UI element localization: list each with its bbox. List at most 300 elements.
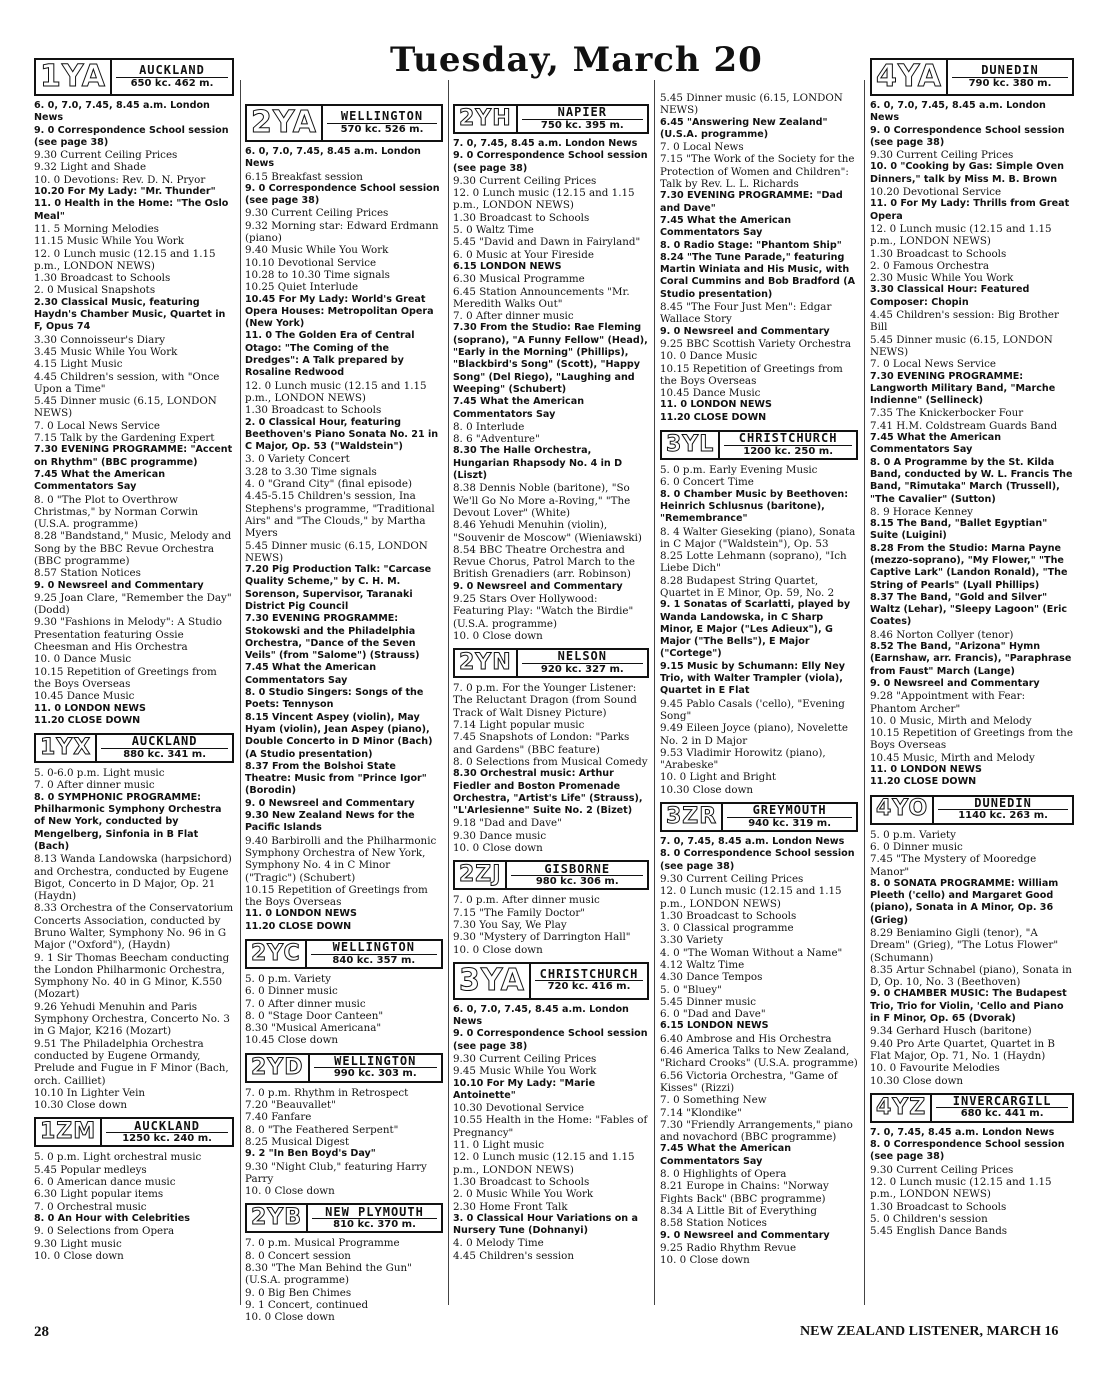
programme-entry: 7.45 What the American Commentators Say <box>34 468 166 493</box>
programme-entry: 10. 0 Music, Mirth and Melody <box>870 714 1032 727</box>
programme-entry: 3. 0 Classical Hour Variations on a Nursery Tune (Dohnanyi) <box>453 1212 638 1237</box>
programme-entry: 8.45 "The Four Just Men": Edgar Wallace Story <box>660 301 832 326</box>
station-logo <box>660 802 858 832</box>
programme-entry: 1.30 Broadcast to Schools <box>870 247 1007 260</box>
programme-entry: 2. 0 Musical Snapshots <box>34 284 156 297</box>
station-call-sign: 4YZ <box>872 1095 932 1121</box>
programme-entry: 10.15 Repetition of Greetings from the Boys Overseas <box>660 362 843 387</box>
programme-entry: 8. 0 SYMPHONIC PROGRAMME: Philharmonic Symphony Orchestra of New York, conducted by Mengelberg, Sinfonia in B Flat (Bach) <box>34 791 222 852</box>
station-city: AUCKLAND <box>116 64 228 77</box>
schedule-column-2 <box>245 98 443 1324</box>
programme-entry: 9.45 Pablo Casals ('cello), "Evening Song" <box>660 697 845 722</box>
programme-entry: 9. 0 Correspondence School session (see page 38) <box>34 124 229 148</box>
programme-entry: 11.20 CLOSE DOWN <box>870 776 977 788</box>
programme-entry: 2.30 Classical Music, featuring Haydn's Chamber Music, Quartet in F, Opus 74 <box>34 296 226 333</box>
programme-entry: 8. 0 Highlights of Opera <box>660 1168 787 1181</box>
programme-entry: 8.37 The Band, "Gold and Silver" Waltz (Lehar), "Sleepy Lagoon" (Eric Coates) <box>870 591 1068 628</box>
programme-entry: 9.25 Radio Rhythm Revue <box>660 1241 797 1254</box>
programme-entry: 7.15 Talk by the Gardening Expert <box>34 432 215 445</box>
station-city: CHRISTCHURCH <box>724 432 852 445</box>
programme-entry: 8. 0 Selections from Musical Comedy <box>453 755 648 768</box>
schedule-column-4 <box>660 92 858 1266</box>
programme-entry: 7. 0 Local News Service <box>34 419 160 432</box>
programme-entry: 10.30 Devotional Service <box>453 1102 585 1115</box>
station-city: GREYMOUTH <box>727 804 852 817</box>
programme-entry: 10. 0 Close down <box>453 842 543 855</box>
programme-entry: 9.30 Dance music <box>453 829 547 842</box>
programme-entry: 9. 0 Correspondence School session (see page 38) <box>870 124 1065 148</box>
programme-entry: 9. 0 Correspondence School session (see page 38) <box>453 150 648 174</box>
programme-entry: 7.30 EVENING PROGRAMME: "Dad and Dave" <box>660 190 843 214</box>
programme-entry: 9.30 Current Ceiling Prices <box>245 207 389 220</box>
programme-entry: 6.45 "Answering New Zealand" (U.S.A. programme) <box>660 116 828 140</box>
station-frequency: 810 kc. 370 m. <box>333 1218 416 1230</box>
programme-entry: 10.45 Dance Music <box>660 387 761 400</box>
programme-entry: 8.15 The Band, "Ballet Egyptian" Suite (Luigini) <box>870 518 1048 542</box>
programme-entry: 8. 0 Correspondence School session (see page 38) <box>660 848 855 872</box>
programme-entry: 4. 0 "The Woman Without a Name" <box>660 946 843 959</box>
programme-entry: 9.18 "Dad and Dave" <box>453 817 562 830</box>
programme-entry: 10. 0 Close down <box>660 1254 750 1267</box>
programme-entry: 11. 0 Light music <box>453 1139 544 1152</box>
programme-entry: 7. 0 Local News <box>660 141 744 154</box>
programme-entry: 7.45 "The Mystery of Mooredge Manor" <box>870 853 1037 878</box>
station-frequency: 980 kc. 306 m. <box>535 875 619 887</box>
programme-entry: 5.45 "David and Dawn in Fairyland" <box>453 236 641 249</box>
programme-entry: 10.30 Close down <box>870 1074 964 1087</box>
station-call-sign: 1YA <box>36 60 112 94</box>
programme-entry: 8.15 Vincent Aspey (violin), May Hyam (violin), Jean Aspey (piano), Double Concerto in D Minor (Bach) (A Studio presentation) <box>245 711 433 760</box>
programme-entry: 9.28 "Appointment with Fear: Phantom Archer" <box>870 690 1026 715</box>
programme-entry: 11.15 Music While You Work <box>34 235 184 248</box>
programme-entry: 11. 0 LONDON NEWS <box>245 908 357 920</box>
programme-entry: 8.54 BBC Theatre Orchestra and Revue Chorus, Patrol March to the British Grenadiers (arr. Robinson) <box>453 543 635 581</box>
programme-entry: 5. 0 p.m. Variety <box>245 973 331 985</box>
station-logo <box>245 939 443 969</box>
programme-entry: 7. 0 p.m. After dinner music <box>453 894 600 907</box>
programme-entry: 4. 0 "Grand City" (final episode) <box>245 478 412 491</box>
programme-entry: 7. 0 Orchestral music <box>34 1200 147 1213</box>
station-call-sign: 1ZM <box>36 1119 102 1145</box>
station-call-sign: 2YB <box>247 1205 308 1231</box>
programme-entry: 8. 0 Radio Stage: "Phantom Ship" <box>660 239 842 251</box>
station-call-sign: 2ZJ <box>455 862 507 888</box>
programme-entry: 9. 0 Newsreel and Commentary <box>453 580 623 592</box>
programme-entry: 7.45 What the American Commentators Say <box>245 662 377 686</box>
programme-entry: 4.45-5.15 Children's session, Ina Stephens's programme, "Traditional Airs" and "The Clouds," by Martha Myers <box>245 490 435 540</box>
programme-entry: 10.45 For My Lady: World's Great Opera Houses: Metropolitan Opera (New York) <box>245 293 434 330</box>
programme-entry: 10.25 Quiet Interlude <box>245 281 359 294</box>
programme-entry: 7.30 From the Studio: Rae Fleming (soprano), "A Funny Fellow" (Head), "Early in the Morning" (Phillips), "Blackbird's Song" (Scott), "Happy Song" (Del Riego), "Laughing and Weeping" (Schubert) <box>453 322 648 395</box>
column-rule <box>654 80 655 1305</box>
programme-entry: 10.30 Close down <box>34 1099 128 1112</box>
station-frequency: 680 kc. 441 m. <box>960 1108 1044 1120</box>
station-frequency: 880 kc. 341 m. <box>123 748 206 760</box>
programme-entry: 9. 0 Big Ben Chimes <box>245 1286 352 1299</box>
programme-entry: 9.25 Joan Clare, "Remember the Day" (Dodd) <box>34 591 232 617</box>
programme-entry: 8. 0 "The Feathered Serpent" <box>245 1123 399 1136</box>
programme-entry: 6.40 Ambrose and His Orchestra <box>660 1032 832 1045</box>
programme-entry: 7.30 EVENING PROGRAMME: Stokowski and the Philadelphia Orchestra, "Dance of the Seven Veils" (from "Salome") (Strauss) <box>245 613 420 662</box>
programme-entry: 8. 0 Interlude <box>453 420 525 433</box>
programme-entry: 6. 0 American dance music <box>34 1176 176 1189</box>
station-logo <box>870 795 1074 825</box>
programme-entry: 11. 0 LONDON NEWS <box>870 764 982 776</box>
programme-entry: 6.45 Station Announcements "Mr. Meredith Walks Out" <box>453 285 630 310</box>
programme-entry: 8.37 From the Bolshoi State Theatre: Music from "Prince Igor" (Borodin) <box>245 760 427 797</box>
programme-entry: 4.30 Dance Tempos <box>660 971 763 984</box>
programme-entry: 4.45 Children's session: Big Brother Bill <box>870 309 1059 334</box>
programme-entry: 8.28 Budapest String Quartet, Quartet in E Minor, Op. 59, No. 2 <box>660 574 835 599</box>
station-logo <box>245 104 443 142</box>
programme-entry: 8. 0 "Stage Door Canteen" <box>245 1009 384 1022</box>
programme-entry: 12. 0 Lunch music (12.15 and 1.15 p.m., LONDON NEWS) <box>453 187 635 212</box>
station-frequency: 840 kc. 357 m. <box>332 954 416 966</box>
programme-entry: 7.45 What the American Commentators Say <box>660 1143 792 1167</box>
programme-entry: 6. 0, 7.0, 7.45, 8.45 a.m. London News <box>34 100 210 124</box>
programme-entry: 9.26 Yehudi Menuhin and Paris Symphony Orchestra, Concerto No. 3 in G Major, K216 (Mozart) <box>34 1000 230 1038</box>
station-call-sign: 3ZR <box>662 804 723 830</box>
programme-entry: 3. 0 Classical programme <box>660 922 794 935</box>
publication-line: NEW ZEALAND LISTENER, MARCH 16 <box>800 1324 1059 1339</box>
station-frequency: 750 kc. 395 m. <box>540 119 624 131</box>
programme-entry: 7. 0, 7.45, 8.45 a.m. London News <box>870 1126 1055 1138</box>
programme-entry: 9.32 Light and Shade <box>34 161 147 174</box>
station-city: AUCKLAND <box>106 1120 228 1133</box>
programme-entry: 7. 0 After dinner music <box>34 779 155 792</box>
station-city: GISBORNE <box>511 863 643 876</box>
station-call-sign: 3YA <box>455 964 531 998</box>
programme-entry: 6. 0, 7.0, 7.45, 8.45 a.m. London News <box>453 1003 629 1028</box>
programme-entry: 12. 0 Lunch music (12.15 and 1.15 p.m., LONDON NEWS) <box>34 247 216 272</box>
programme-entry: 7.15 "The Family Doctor" <box>453 906 586 919</box>
programme-entry: 9. 0 Newsreel and Commentary <box>660 1229 830 1241</box>
station-logo <box>453 104 649 134</box>
programme-entry: 8. 4 Walter Gieseking (piano), Sonata in C Major ("Waldstein"), Op. 53 <box>660 525 856 550</box>
programme-entry: 8.35 Artur Schnabel (piano), Sonata in D, Op. 10, No. 3 (Beethoven) <box>870 963 1072 989</box>
programme-entry: 6. 0, 7.0, 7.45, 8.45 a.m. London News <box>870 100 1046 124</box>
programme-entry: 11. 5 Morning Melodies <box>34 222 159 235</box>
programme-entry: 6.56 Victoria Orchestra, "Game of Kisses" (Rizzi) <box>660 1069 838 1094</box>
station-frequency: 650 kc. 462 m. <box>130 77 214 89</box>
programme-entry: 3.30 Variety <box>660 934 724 947</box>
programme-entry: 9.30 Current Ceiling Prices <box>453 1053 597 1065</box>
programme-entry: 7.45 What the American Commentators Say <box>453 396 585 420</box>
programme-entry: 9.25 Stars Over Hollywood: Featuring Play: "Watch the Birdie" (U.S.A. programme) <box>453 592 634 630</box>
programme-entry: 10. 0 Close down <box>453 943 543 956</box>
station-call-sign: 2YH <box>455 106 518 132</box>
programme-entry: 6.15 LONDON NEWS <box>660 1020 769 1032</box>
programme-entry: 5. 0 p.m. Light orchestral music <box>34 1151 202 1164</box>
programme-entry: 10. 0 Close down <box>34 1249 124 1262</box>
programme-entry: 1.30 Broadcast to Schools <box>453 211 590 224</box>
programme-entry: 9.25 BBC Scottish Variety Orchestra <box>660 337 851 350</box>
programme-entry: 11.20 CLOSE DOWN <box>660 411 767 423</box>
programme-entry: 5.45 Dinner music (6.15, LONDON NEWS) <box>34 395 217 420</box>
station-city: DUNEDIN <box>938 797 1068 810</box>
programme-entry: 3.30 Connoisseur's Diary <box>34 333 166 346</box>
programme-entry: 9.32 Morning star: Edward Erdmann (piano) <box>245 219 439 245</box>
programme-entry: 7.14 "Klondike" <box>660 1106 742 1119</box>
programme-entry: 8.30 "The Man Behind the Gun" (U.S.A. programme) <box>245 1262 412 1287</box>
programme-entry: 8.46 Norton Collyer (tenor) <box>870 628 1014 641</box>
programme-entry: 7.45 Snapshots of London: "Parks and Gardens" (BBC feature) <box>453 731 630 756</box>
programme-entry: 10. 0 Dance Music <box>660 350 758 363</box>
programme-entry: 7.30 EVENING PROGRAMME: "Accent on Rhythm" (BBC programme) <box>34 444 233 468</box>
programme-entry: 5.45 Dinner music <box>660 995 757 1008</box>
programme-entry: 10.20 Devotional Service <box>870 186 1002 199</box>
programme-entry: 8.34 A Little Bit of Everything <box>660 1204 817 1217</box>
station-frequency: 720 kc. 416 m. <box>547 981 631 993</box>
programme-entry: 9.30 Current Ceiling Prices <box>34 149 178 162</box>
programme-entry: 6. 0 Concert Time <box>660 476 754 489</box>
programme-entry: 5.45 Dinner music (6.15, LONDON NEWS) <box>245 539 428 564</box>
programme-entry: 4.45 Children's session <box>453 1249 574 1262</box>
programme-entry: 2. 0 Famous Orchestra <box>870 259 989 272</box>
station-call-sign: 2YN <box>455 650 518 676</box>
station-call-sign: 2YC <box>247 941 307 967</box>
programme-entry: 3.30 Classical Hour: Featured Composer: Chopin <box>870 284 1030 308</box>
programme-entry: 9. 1 Concert, continued <box>245 1298 369 1311</box>
programme-entry: 10.28 to 10.30 Time signals <box>245 268 390 281</box>
programme-entry: 1.30 Broadcast to Schools <box>245 404 382 417</box>
programme-entry: 9.49 Eileen Joyce (piano), Novelette No. 2 in D Major <box>660 722 848 747</box>
programme-entry: 10. 0 "Cooking by Gas: Simple Oven Dinners," talk by Miss M. B. Brown <box>870 161 1064 185</box>
station-city: WELLINGTON <box>327 110 437 123</box>
programme-entry: 6. 0 Dinner music <box>245 985 338 998</box>
programme-entry: 5. 0 Children's session <box>870 1212 988 1225</box>
programme-entry: 7.30 "Friendly Arrangements," piano and novachord (BBC programme) <box>660 1118 853 1144</box>
programme-entry: 9.30 Current Ceiling Prices <box>453 174 597 187</box>
programme-entry: 7.30 You Say, We Play <box>453 918 567 931</box>
programme-entry: 8.33 Orchestra of the Conservatorium Concerts Association, conducted by Bruno Walter, Symphony No. 96 in G Major ("Oxford"), (Haydn) <box>34 902 234 952</box>
programme-entry: 11. 0 LONDON NEWS <box>660 399 772 411</box>
programme-entry: 2. 0 Classical Hour, featuring Beethoven's Piano Sonata No. 21 in C Major, Op. 53 ("Waldstein") <box>245 416 439 453</box>
programme-entry: 12. 0 Lunch music (12.15 and 1.15 p.m., LONDON NEWS) <box>660 885 842 910</box>
programme-entry: 8. 6 "Adventure" <box>453 433 540 446</box>
station-city: NELSON <box>522 650 643 663</box>
station-city: NEW PLYMOUTH <box>312 1206 437 1219</box>
station-frequency: 570 kc. 526 m. <box>340 123 424 135</box>
station-call-sign: 3YL <box>662 432 720 458</box>
programme-entry: 8. 0 An Hour with Celebrities <box>34 1212 191 1224</box>
station-logo <box>453 648 649 678</box>
programme-entry: 10.10 Devotional Service <box>245 256 377 269</box>
programme-entry: 1.30 Broadcast to Schools <box>453 1175 590 1188</box>
programme-entry: 10. 0 Close down <box>453 629 543 642</box>
programme-entry: 10.45 Dance Music <box>34 690 135 703</box>
programme-entry: 10.45 Close down <box>245 1034 339 1047</box>
station-call-sign: 4YO <box>872 797 934 823</box>
station-logo <box>34 733 234 763</box>
programme-entry: 9.53 Vladimir Horowitz (piano), "Arabeske" <box>660 746 826 772</box>
programme-entry: 9. 0 Newsreel and Commentary <box>245 797 415 809</box>
programme-entry: 4.12 Waltz Time <box>660 959 745 971</box>
programme-entry: 6.15 LONDON NEWS <box>453 260 562 272</box>
station-frequency: 790 kc. 380 m. <box>968 77 1052 89</box>
programme-entry: 7. 0 p.m. Musical Programme <box>245 1237 400 1250</box>
programme-entry: 9.30 Current Ceiling Prices <box>870 1163 1014 1176</box>
station-city: WELLINGTON <box>314 1055 438 1068</box>
programme-entry: 9.30 "Night Club," featuring Harry Parry <box>245 1160 427 1185</box>
programme-entry: 8.28 From the Studio: Marna Payne (mezzo-soprano), "My Flower," "The Captive Lark" (Landon Ronald), "The String of Pearls" (Lyall Phillips) <box>870 542 1068 591</box>
programme-entry: 8. 0 Concert session <box>245 1249 351 1262</box>
programme-entry: 7.14 Light popular music <box>453 719 585 732</box>
programme-entry: 5.45 Dinner music (6.15, LONDON NEWS) <box>870 333 1053 358</box>
programme-entry: 11.20 CLOSE DOWN <box>34 714 141 726</box>
programme-entry: 7.15 "The Work of the Society for the Protection of Women and Children": Talk by Rev. L. L. Richards <box>660 153 855 191</box>
column-rule <box>864 80 865 1305</box>
programme-entry: 8.46 Yehudi Menuhin (violin), "Souvenir de Moscow" (Wieniawski) <box>453 519 642 544</box>
station-logo <box>870 58 1074 96</box>
programme-entry: 7. 0 After dinner music <box>453 310 574 323</box>
programme-entry: 2.30 Home Front Talk <box>453 1200 568 1213</box>
station-call-sign: 2YD <box>247 1055 310 1081</box>
programme-entry: 8.25 Musical Digest <box>245 1135 350 1148</box>
programme-entry: 9.51 The Philadelphia Orchestra conducted by Eugene Ormandy, Prelude and Fugue in F Minor (Bach, orch. Cailliet) <box>34 1037 229 1087</box>
programme-entry: 3.45 Music While You Work <box>34 345 178 358</box>
programme-entry: 9. 0 Correspondence School session (see page 38) <box>453 1028 648 1052</box>
programme-entry: 4.15 Light Music <box>34 358 123 371</box>
programme-entry: 9. 0 CHAMBER MUSIC: The Budapest Trio, Trio for Violin, 'Cello and Piano in F Minor, Op. 65 (Dvorak) <box>870 988 1067 1025</box>
programme-entry: 8.57 Station Notices <box>34 567 141 580</box>
programme-entry: 5.45 Popular medleys <box>34 1163 147 1176</box>
programme-entry: 7.30 EVENING PROGRAMME: Langworth Military Band, "Marche Indienne" (Sellineck) <box>870 370 1056 407</box>
programme-entry: 10.15 Repetition of Greetings from the Boys Overseas <box>34 665 217 690</box>
programme-entry: 4.45 Children's session, with "Once Upon a Time" <box>34 370 220 395</box>
programme-entry: 12. 0 Lunch music (12.15 and 1.15 p.m., LONDON NEWS) <box>453 1151 635 1176</box>
station-call-sign: 1YX <box>36 735 97 761</box>
programme-entry: 9. 0 Newsreel and Commentary <box>870 677 1040 689</box>
programme-entry: 9.40 Pro Arte Quartet, Quartet in B Flat Major, Op. 71, No. 1 (Haydn) <box>870 1037 1055 1062</box>
programme-entry: 8. 0 Studio Singers: Songs of the Poets: Tennyson <box>245 687 424 711</box>
station-frequency: 1200 kc. 250 m. <box>743 445 833 457</box>
programme-entry: 8.13 Wanda Landowska (harpsichord) and Orchestra, conducted by Eugene Bigot, Concerto in D Major, Op. 21 (Haydn) <box>34 853 232 903</box>
programme-entry: 8. 0 "The Plot to Overthrow Christmas," by Norman Corwin (U.S.A. programme) <box>34 493 198 531</box>
programme-entry: 12. 0 Lunch music (12.15 and 1.15 p.m., LONDON NEWS) <box>245 379 427 404</box>
station-logo <box>453 962 649 1000</box>
programme-entry: 8.30 "Musical Americana" <box>245 1022 382 1035</box>
programme-entry: 9.40 Barbirolli and the Philharmonic Symphony Orchestra of New York, Symphony No. 4 in C Minor ("Tragic") (Schubert) <box>245 834 437 884</box>
station-logo <box>660 430 858 460</box>
programme-entry: 12. 0 Lunch music (12.15 and 1.15 p.m., LONDON NEWS) <box>870 1176 1052 1201</box>
programme-entry: 9.40 Music While You Work <box>245 244 389 257</box>
programme-entry: 9.30 Current Ceiling Prices <box>660 872 804 885</box>
programme-entry: 9.30 "Fashions in Melody": A Studio Presentation featuring Ossie Cheesman and His Orchestra <box>34 616 222 654</box>
programme-entry: 10.10 For My Lady: "Marie Antoinette" <box>453 1077 596 1101</box>
programme-entry: 11. 0 LONDON NEWS <box>34 702 146 714</box>
station-logo <box>245 1053 443 1083</box>
programme-entry: 8. 0 Correspondence School session (see page 38) <box>870 1139 1065 1163</box>
programme-entry: 7. 0 Local News Service <box>870 358 996 371</box>
programme-entry: 1.30 Broadcast to Schools <box>660 909 797 922</box>
programme-entry: 9. 0 Newsreel and Commentary <box>34 579 204 591</box>
programme-entry: 10. 0 Light and Bright <box>660 771 777 784</box>
programme-entry: 10. 0 Close down <box>245 1185 335 1198</box>
programme-entry: 8.30 Orchestral music: Arthur Fiedler and Boston Promenade Orchestra, "Artist's Life" (Strauss), "L'Arlesienne" Suite No. 2 (Bizet) <box>453 768 643 817</box>
programme-entry: 11.20 CLOSE DOWN <box>245 920 352 932</box>
station-logo <box>34 58 234 96</box>
programme-entry: 9. 1 Sonatas of Scarlatti, played by Wanda Landowska, in C Sharp Minor, E Major ("Les Adieux"), G Major ("The Bells"), E Major ("Cortege") <box>660 599 851 660</box>
programme-entry: 10.10 In Lighter Vein <box>34 1086 146 1099</box>
programme-entry: 5.45 English Dance Bands <box>870 1225 1008 1238</box>
station-logo <box>245 1203 443 1233</box>
programme-entry: 7.20 "Beauvallet" <box>245 1099 336 1112</box>
programme-entry: 10.15 Repetition of Greetings from the Boys Overseas <box>870 727 1073 752</box>
station-frequency: 1250 kc. 240 m. <box>122 1132 212 1144</box>
page-title: Tuesday, March 20 <box>390 40 763 80</box>
programme-entry: 6. 0 Dinner music <box>870 840 963 853</box>
station-city: DUNEDIN <box>952 64 1068 77</box>
programme-entry: 7. 0 After dinner music <box>245 997 366 1010</box>
programme-entry: 6.46 America Talks to New Zealand, "Richard Crooks" (U.S.A. programme) <box>660 1045 858 1070</box>
programme-entry: 6.30 Light popular items <box>34 1188 164 1201</box>
programme-entry: 9.45 Music While You Work <box>453 1065 597 1078</box>
programme-entry: 8.30 The Halle Orchestra, Hungarian Rhapsody No. 4 in D (Liszt) <box>453 445 623 482</box>
programme-entry: 11. 0 Health in the Home: "The Oslo Meal" <box>34 198 229 222</box>
programme-entry: 9.30 "Mystery of Darrington Hall" <box>453 931 631 944</box>
station-city: AUCKLAND <box>101 735 228 748</box>
programme-entry: 7.45 What the American Commentators Say <box>870 432 1002 456</box>
schedule-column-3 <box>453 98 649 1262</box>
programme-entry: 3.28 to 3.30 Time signals <box>245 465 377 478</box>
programme-entry: 4. 0 Melody Time <box>453 1237 544 1250</box>
programme-entry: 7.45 What the American Commentators Say <box>660 214 792 239</box>
programme-entry: 11. 0 For My Lady: Thrills from Great Opera <box>870 198 1070 222</box>
programme-entry: 10. 0 Dance Music <box>34 653 132 666</box>
station-city: NAPIER <box>522 106 643 119</box>
programme-entry: 9. 2 "In Ben Boyd's Day" <box>245 1148 376 1160</box>
programme-entry: 6. 0 Music at Your Fireside <box>453 248 594 261</box>
programme-entry: 9.15 Music by Schumann: Elly Ney Trio, with Walter Trampler (viola), Quartet in E Flat <box>660 660 845 697</box>
schedule-column-5 <box>870 52 1074 1238</box>
station-logo <box>870 1093 1074 1123</box>
programme-entry: 7.35 The Knickerbocker Four <box>870 407 1024 420</box>
station-call-sign: 2YA <box>247 106 323 140</box>
station-frequency: 1140 kc. 263 m. <box>958 810 1048 822</box>
programme-entry: 6.15 Breakfast session <box>245 170 363 183</box>
programme-entry: 9.34 Gerhard Husch (baritone) <box>870 1025 1032 1038</box>
column-rule <box>448 80 449 1305</box>
programme-entry: 10.15 Repetition of Greetings from the Boys Overseas <box>245 883 428 909</box>
programme-entry: 8.28 "Bandstand," Music, Melody and Song by the BBC Revue Orchestra (BBC programme) <box>34 530 232 567</box>
programme-entry: 10.20 For My Lady: "Mr. Thunder" <box>34 186 216 198</box>
station-frequency: 940 kc. 319 m. <box>748 817 831 829</box>
programme-entry: 10. 0 Close down <box>245 1311 335 1324</box>
programme-entry: 1.30 Broadcast to Schools <box>870 1200 1007 1213</box>
programme-entry: 1.30 Broadcast to Schools <box>34 272 171 285</box>
station-call-sign: 4YA <box>872 60 948 94</box>
programme-entry: 9.30 New Zealand News for the Pacific Islands <box>245 810 415 834</box>
programme-entry: 5. 0 p.m. Early Evening Music <box>660 464 818 477</box>
programme-entry: 9.30 Current Ceiling Prices <box>870 149 1014 162</box>
programme-entry: 8. 9 Horace Kenney <box>870 505 973 518</box>
station-logo <box>34 1117 234 1147</box>
page-number: 28 <box>34 1324 49 1340</box>
programme-entry: 5. 0 Waltz Time <box>453 224 534 237</box>
programme-entry: 7.41 H.M. Coldstream Guards Band <box>870 419 1058 432</box>
programme-entry: 6.30 Musical Programme <box>453 273 585 286</box>
programme-entry: 7.40 Fanfare <box>245 1111 312 1124</box>
programme-entry: 9. 0 Newsreel and Commentary <box>660 325 830 337</box>
programme-entry: 7. 0 p.m. For the Younger Listener: The Reluctant Dragon (from Sound Track of Walt Disney Picture) <box>453 682 637 719</box>
programme-entry: 9. 0 Correspondence School session (see page 38) <box>245 182 440 207</box>
programme-entry: 10.55 Health in the Home: "Fables of Pregnancy" <box>453 1114 648 1139</box>
programme-entry: 7. 0 Something New <box>660 1094 767 1107</box>
programme-entry: 5. 0-6.0 p.m. Light music <box>34 767 165 780</box>
programme-entry: 8.21 Europe in Chains: "Norway Fights Back" (BBC programme) <box>660 1180 829 1205</box>
programme-entry: 10.30 Close down <box>660 783 754 796</box>
